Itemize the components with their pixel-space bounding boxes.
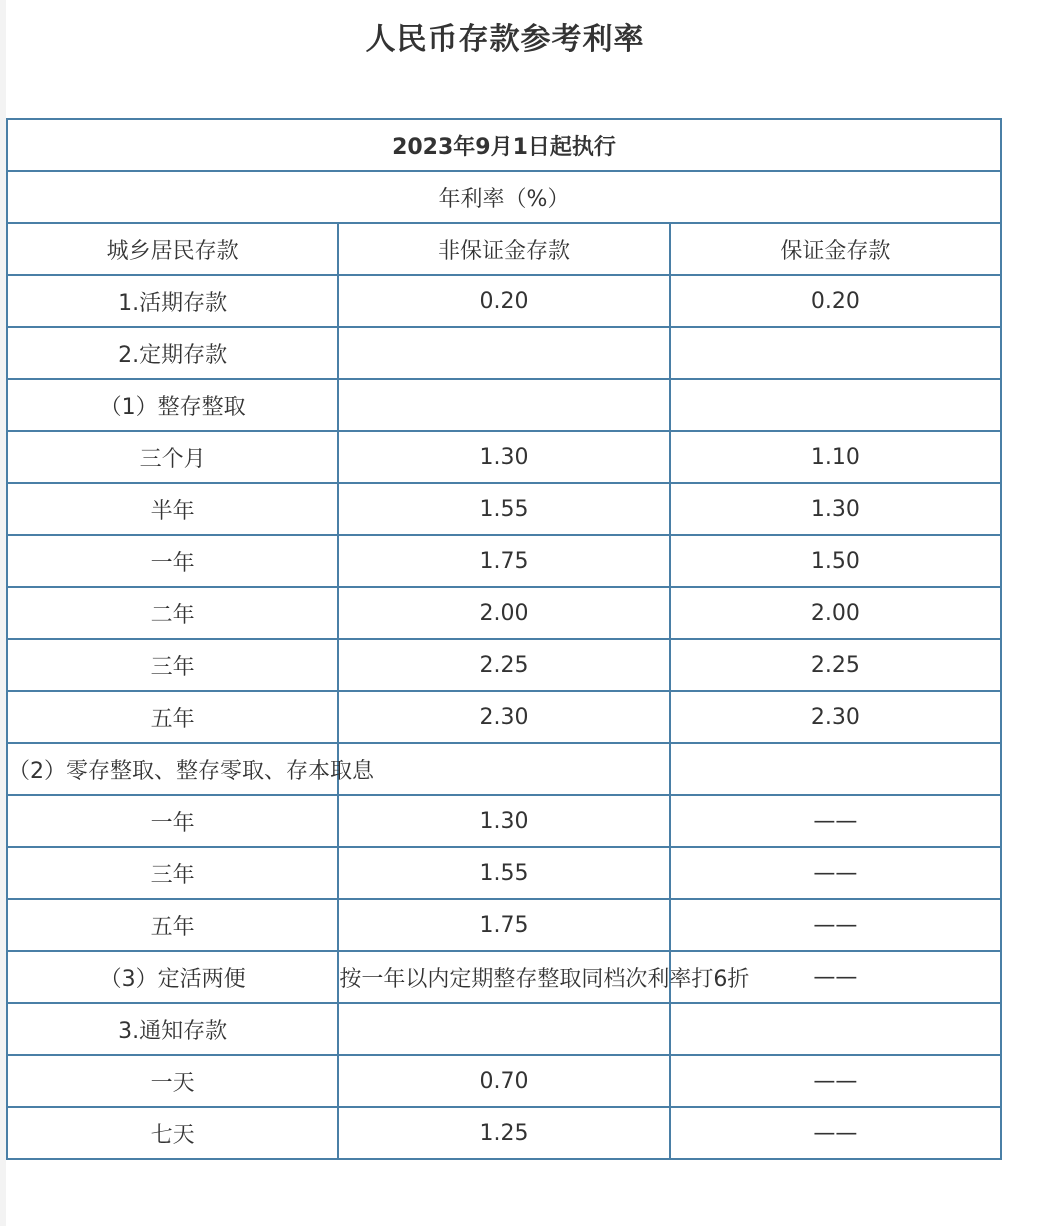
header-row — [7, 223, 1001, 275]
non-margin-rate: 0.20 — [338, 275, 669, 327]
rate-unit: 年利率（%） — [7, 171, 1001, 223]
row-label: （3）定活两便 — [7, 951, 338, 1003]
non-margin-rate: 按一年以内定期整存整取同档次利率打6折 — [338, 951, 669, 1003]
table-row — [7, 327, 1001, 379]
table-row — [7, 743, 1001, 795]
margin-rate: 2.25 — [670, 639, 1001, 691]
row-label: 一年 — [7, 795, 338, 847]
row-label: 1.活期存款 — [7, 275, 338, 327]
margin-rate: 0.20 — [670, 275, 1001, 327]
non-margin-rate: 1.30 — [338, 795, 669, 847]
table-row — [7, 535, 1001, 587]
margin-rate: 1.50 — [670, 535, 1001, 587]
non-margin-rate — [338, 379, 669, 431]
row-label: （1）整存整取 — [7, 379, 338, 431]
margin-rate: 1.30 — [670, 483, 1001, 535]
table-row — [7, 1107, 1001, 1159]
margin-rate: —— — [670, 951, 1001, 1003]
margin-rate: 1.10 — [670, 431, 1001, 483]
row-label: 七天 — [7, 1107, 338, 1159]
table-row — [7, 639, 1001, 691]
non-margin-rate — [338, 743, 669, 795]
non-margin-rate: 2.00 — [338, 587, 669, 639]
page-title: 人民币存款参考利率 — [365, 22, 645, 57]
non-margin-rate — [338, 1003, 669, 1055]
table-row — [7, 1055, 1001, 1107]
effective-date-row — [7, 119, 1001, 171]
non-margin-rate: 0.70 — [338, 1055, 669, 1107]
margin-rate: 2.30 — [670, 691, 1001, 743]
non-margin-rate: 1.55 — [338, 847, 669, 899]
row-label: 二年 — [7, 587, 338, 639]
margin-rate: —— — [670, 795, 1001, 847]
row-label: 三年 — [7, 639, 338, 691]
table-row — [7, 795, 1001, 847]
non-margin-rate — [338, 327, 669, 379]
row-label: 2.定期存款 — [7, 327, 338, 379]
table-row — [7, 951, 1001, 1003]
non-margin-rate: 2.30 — [338, 691, 669, 743]
row-label: 一天 — [7, 1055, 338, 1107]
table-row — [7, 431, 1001, 483]
row-label: 3.通知存款 — [7, 1003, 338, 1055]
row-label: 五年 — [7, 899, 338, 951]
table-row — [7, 691, 1001, 743]
table-row — [7, 847, 1001, 899]
non-margin-rate: 1.75 — [338, 899, 669, 951]
effective-date: 2023年9月1日起执行 — [7, 119, 1001, 171]
margin-rate: 2.00 — [670, 587, 1001, 639]
margin-rate: —— — [670, 1107, 1001, 1159]
non-margin-rate: 1.55 — [338, 483, 669, 535]
margin-rate: —— — [670, 1055, 1001, 1107]
margin-rate — [670, 743, 1001, 795]
table-row — [7, 275, 1001, 327]
row-label: 三个月 — [7, 431, 338, 483]
margin-rate — [670, 379, 1001, 431]
table-row — [7, 379, 1001, 431]
non-margin-rate: 1.30 — [338, 431, 669, 483]
header-non-margin-deposit: 非保证金存款 — [338, 223, 669, 275]
header-residents-deposit: 城乡居民存款 — [7, 223, 338, 275]
table-row — [7, 587, 1001, 639]
table-row — [7, 483, 1001, 535]
table-row — [7, 1003, 1001, 1055]
non-margin-rate: 1.25 — [338, 1107, 669, 1159]
margin-rate: —— — [670, 847, 1001, 899]
header-margin-deposit: 保证金存款 — [670, 223, 1001, 275]
non-margin-rate: 1.75 — [338, 535, 669, 587]
row-label: （2）零存整取、整存零取、存本取息 — [7, 743, 338, 795]
table-row — [7, 899, 1001, 951]
row-label: 半年 — [7, 483, 338, 535]
margin-rate: —— — [670, 899, 1001, 951]
non-margin-rate: 2.25 — [338, 639, 669, 691]
margin-rate — [670, 1003, 1001, 1055]
margin-rate — [670, 327, 1001, 379]
row-label: 五年 — [7, 691, 338, 743]
row-label: 一年 — [7, 535, 338, 587]
deposit-rates-table — [6, 118, 1002, 1160]
row-label: 三年 — [7, 847, 338, 899]
unit-row — [7, 171, 1001, 223]
